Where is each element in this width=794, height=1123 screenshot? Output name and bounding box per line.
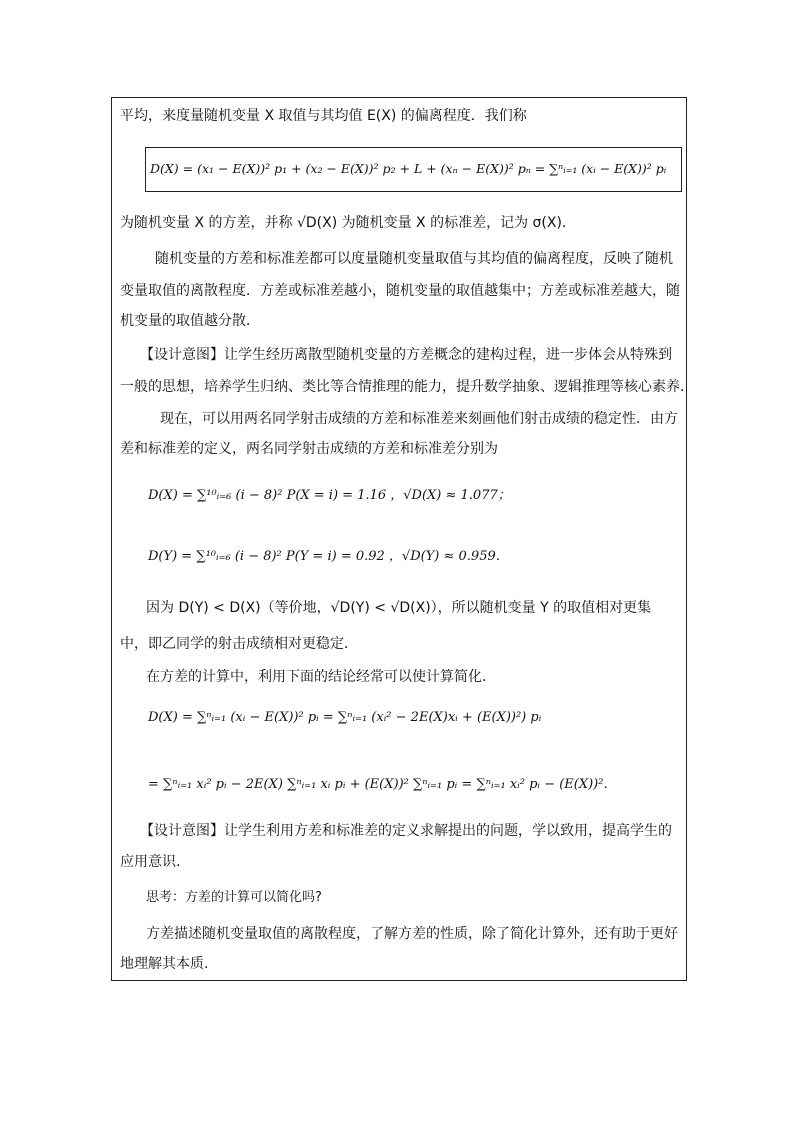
formula-DX: D(X) = ∑¹⁰ᵢ₌₆ (i − 8)² P(X = i) = 1.16 ，√D(X) ≈ 1.077； xyxy=(148,488,511,503)
paragraph-std-definition: 为随机变量 X 的方差，并称 √D(X) 为随机变量 X 的标准差，记为 σ(X)． xyxy=(120,215,576,231)
design-intent-1-line2: 一般的思想，培养学生归纳、类比等合情推理的能力，提升数学抽象、逻辑推理等核心素养. xyxy=(120,379,685,395)
paragraph-meaning-line1: 随机变量的方差和标准差都可以度量随机变量取值与其均值的偏离程度，反映了随机 xyxy=(155,251,673,267)
paragraph-comparison-line1: 因为 D(Y) < D(X)（等价地，√D(Y) < √D(X)），所以随机变量 Y 的取值相对更集 xyxy=(146,600,652,616)
formula-DY: D(Y) = ∑¹⁰ᵢ₌₆ (i − 8)² P(Y = i) = 0.92 ，√D(Y) ≈ 0.959． xyxy=(148,549,509,564)
formula-simplify-line2: = ∑ⁿᵢ₌₁ xᵢ² pᵢ − 2E(X) ∑ⁿᵢ₌₁ xᵢ pᵢ + (E(X))² ∑ⁿᵢ₌₁ pᵢ = ∑ⁿᵢ₌₁ xᵢ² pᵢ − (E(X))²． xyxy=(148,777,617,792)
paragraph-conclusion-line1: 方差描述随机变量取值的离散程度，了解方差的性质，除了简化计算外，还有助于更好 xyxy=(146,926,678,942)
design-intent-2-line1: 【设计意图】让学生利用方差和标准差的定义求解提出的问题，学以致用，提高学生的 xyxy=(140,823,672,839)
paragraph-shooting-line2: 差和标准差的定义，两名同学射击成绩的方差和标准差分别为 xyxy=(120,441,498,457)
paragraph-meaning-line2: 变量取值的离散程度．方差或标准差越小，随机变量的取值越集中；方差或标准差越大，随 xyxy=(120,283,680,299)
variance-definition-box xyxy=(145,147,682,192)
formula-simplify-line1: D(X) = ∑ⁿᵢ₌₁ (xᵢ − E(X))² pᵢ = ∑ⁿᵢ₌₁ (xᵢ² − 2E(X)xᵢ + (E(X))²) pᵢ xyxy=(148,710,542,725)
paragraph-intro: 平均，来度量随机变量 X 取值与其均值 E(X) 的偏离程度．我们称 xyxy=(120,108,527,124)
design-intent-2-line2: 应用意识. xyxy=(120,854,181,870)
variance-definition-formula: D(X) = (x₁ − E(X))² p₁ + (x₂ − E(X))² p₂ + L + (xₙ − E(X))² pₙ = ∑ⁿᵢ₌₁ (xᵢ − E(X))² pᵢ xyxy=(150,161,667,176)
paragraph-conclusion-line2: 地理解其本质. xyxy=(120,956,209,972)
paragraph-comparison-line2: 中，即乙同学的射击成绩相对更稳定． xyxy=(120,636,358,652)
paragraph-meaning-line3: 机变量的取值越分散． xyxy=(120,313,260,329)
design-intent-1-line1: 【设计意图】让学生经历离散型随机变量的方差概念的建构过程，进一步体会从特殊到 xyxy=(140,347,672,363)
paragraph-shooting-line1: 现在，可以用两名同学射击成绩的方差和标准差来刻画他们射击成绩的稳定性．由方 xyxy=(160,411,678,427)
paragraph-simplify-intro: 在方差的计算中，利用下面的结论经常可以使计算简化． xyxy=(146,669,496,685)
thinking-question: 思考：方差的计算可以简化吗? xyxy=(146,890,322,905)
